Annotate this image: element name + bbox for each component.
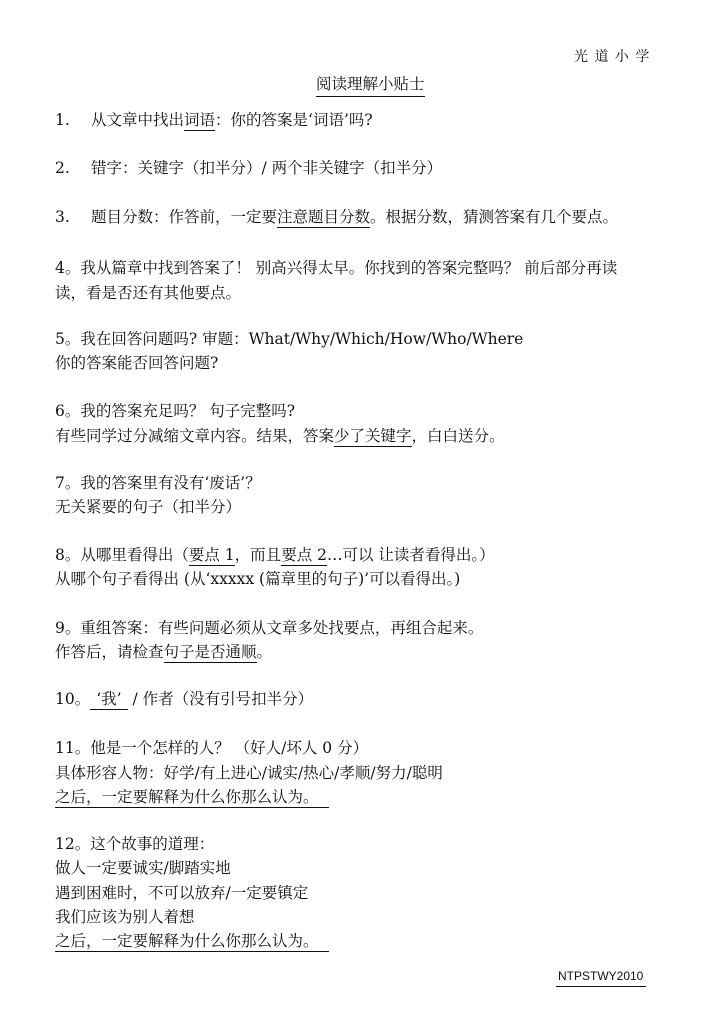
tip-8-line-2: 从哪个句子看得出 (从‘xxxxx (篇章里的句子)’可以看得出。) [55, 570, 461, 588]
tip-number: 1. [55, 111, 70, 129]
page-title: 阅读理解小贴士 [316, 72, 425, 97]
tip-text: 有些同学过分减缩文章内容。结果，答案 [55, 427, 335, 445]
underlined-text: ‘我’ [90, 690, 127, 710]
tip-6-line-1: 6。我的答案充足吗？ 句子完整吗? [55, 402, 296, 420]
tip-12-line-3: 遇到困难时，不可以放弃/一定要镇定 [55, 884, 309, 902]
tip-9-line-2 [55, 642, 272, 662]
tip-12-line-1: 12。这个故事的道理： [55, 835, 215, 853]
underlined-text: 词语 [184, 111, 216, 129]
tip-5-line-2: 你的答案能否回答问题? [55, 354, 219, 372]
underlined-text: 要点 2 [281, 546, 327, 564]
tip-7-line-1: 7。我的答案里有没有‘废话’？ [55, 474, 261, 492]
underlined-text: 句子是否通顺 [163, 643, 257, 661]
underlined-text: 少了关键字 [334, 427, 412, 445]
tip-11-line-1: 11。他是一个怎样的人？ （好人/坏人 0 分） [55, 739, 369, 757]
tip-4-line-2: 读，看是否还有其他要点。 [55, 284, 242, 302]
underlined-text: 注意题目分数 [277, 208, 371, 226]
footer-divider [556, 986, 646, 987]
tip-12-line-5 [55, 931, 329, 951]
tip-1 [55, 110, 373, 130]
tip-5-line-1: 5。我在回答问题吗? 审题：What/Why/Which/How/Who/Where [55, 330, 524, 348]
tip-text: …可以 让读者看得出。） [326, 546, 495, 564]
tip-4-line-1: 4。我从篇章中找到答案了！ 别高兴得太早。你找到的答案完整吗？ 前后部分再读 [55, 259, 618, 277]
tip-9-line-1: 9。重组答案：有些问题必须从文章多处找要点，再组合起来。 [55, 619, 484, 637]
tip-12-line-4: 我们应该为别人着想 [55, 908, 195, 926]
tip-8-line-1 [55, 545, 495, 565]
tip-text: 。根据分数，猜测答案有几个要点。 [370, 208, 619, 226]
tip-text: 题目分数：作答前，一定要 [91, 208, 278, 226]
tip-2 [55, 158, 442, 178]
tip-text: 10。 [55, 690, 91, 708]
tip-text: 作答后，请检查 [55, 643, 164, 661]
tip-6-line-2 [55, 426, 505, 446]
footer-code: NTPSTWY2010 [558, 969, 644, 983]
tip-text: ，而且 [234, 546, 282, 564]
tip-11-line-2: 具体形容人物：好学/有上进心/诚实/热心/孝顺/努力/聪明 [55, 764, 443, 782]
tip-text: 从文章中找出 [91, 111, 185, 129]
tip-3 [55, 207, 618, 227]
underlined-text: 之后，一定要解释为什么你那么认为。 [55, 932, 329, 952]
school-name: 光 道 小 学 [574, 49, 651, 65]
tip-text: ：你的答案是‘词语’吗? [215, 111, 373, 129]
tip-number: 3. [55, 208, 70, 226]
tip-10 [55, 689, 313, 709]
underlined-text: 要点 1 [188, 546, 235, 564]
tip-text: ，白白送分。 [411, 427, 505, 445]
tip-11-line-3 [55, 787, 329, 807]
tip-text: 8。从哪里看得出（ [55, 546, 189, 564]
tip-number: 2. [55, 159, 70, 177]
tip-text: 。 [256, 643, 273, 661]
tip-7-line-2: 无关紧要的句子（扣半分） [55, 498, 242, 516]
tip-text: / 作者（没有引号扣半分） [127, 690, 314, 708]
tip-12-line-2: 做人一定要诚实/脚踏实地 [55, 859, 231, 877]
underlined-text: 之后，一定要解释为什么你那么认为。 [55, 788, 329, 808]
tip-text: 错字：关键字（扣半分）/ 两个非关键字（扣半分） [91, 159, 443, 177]
